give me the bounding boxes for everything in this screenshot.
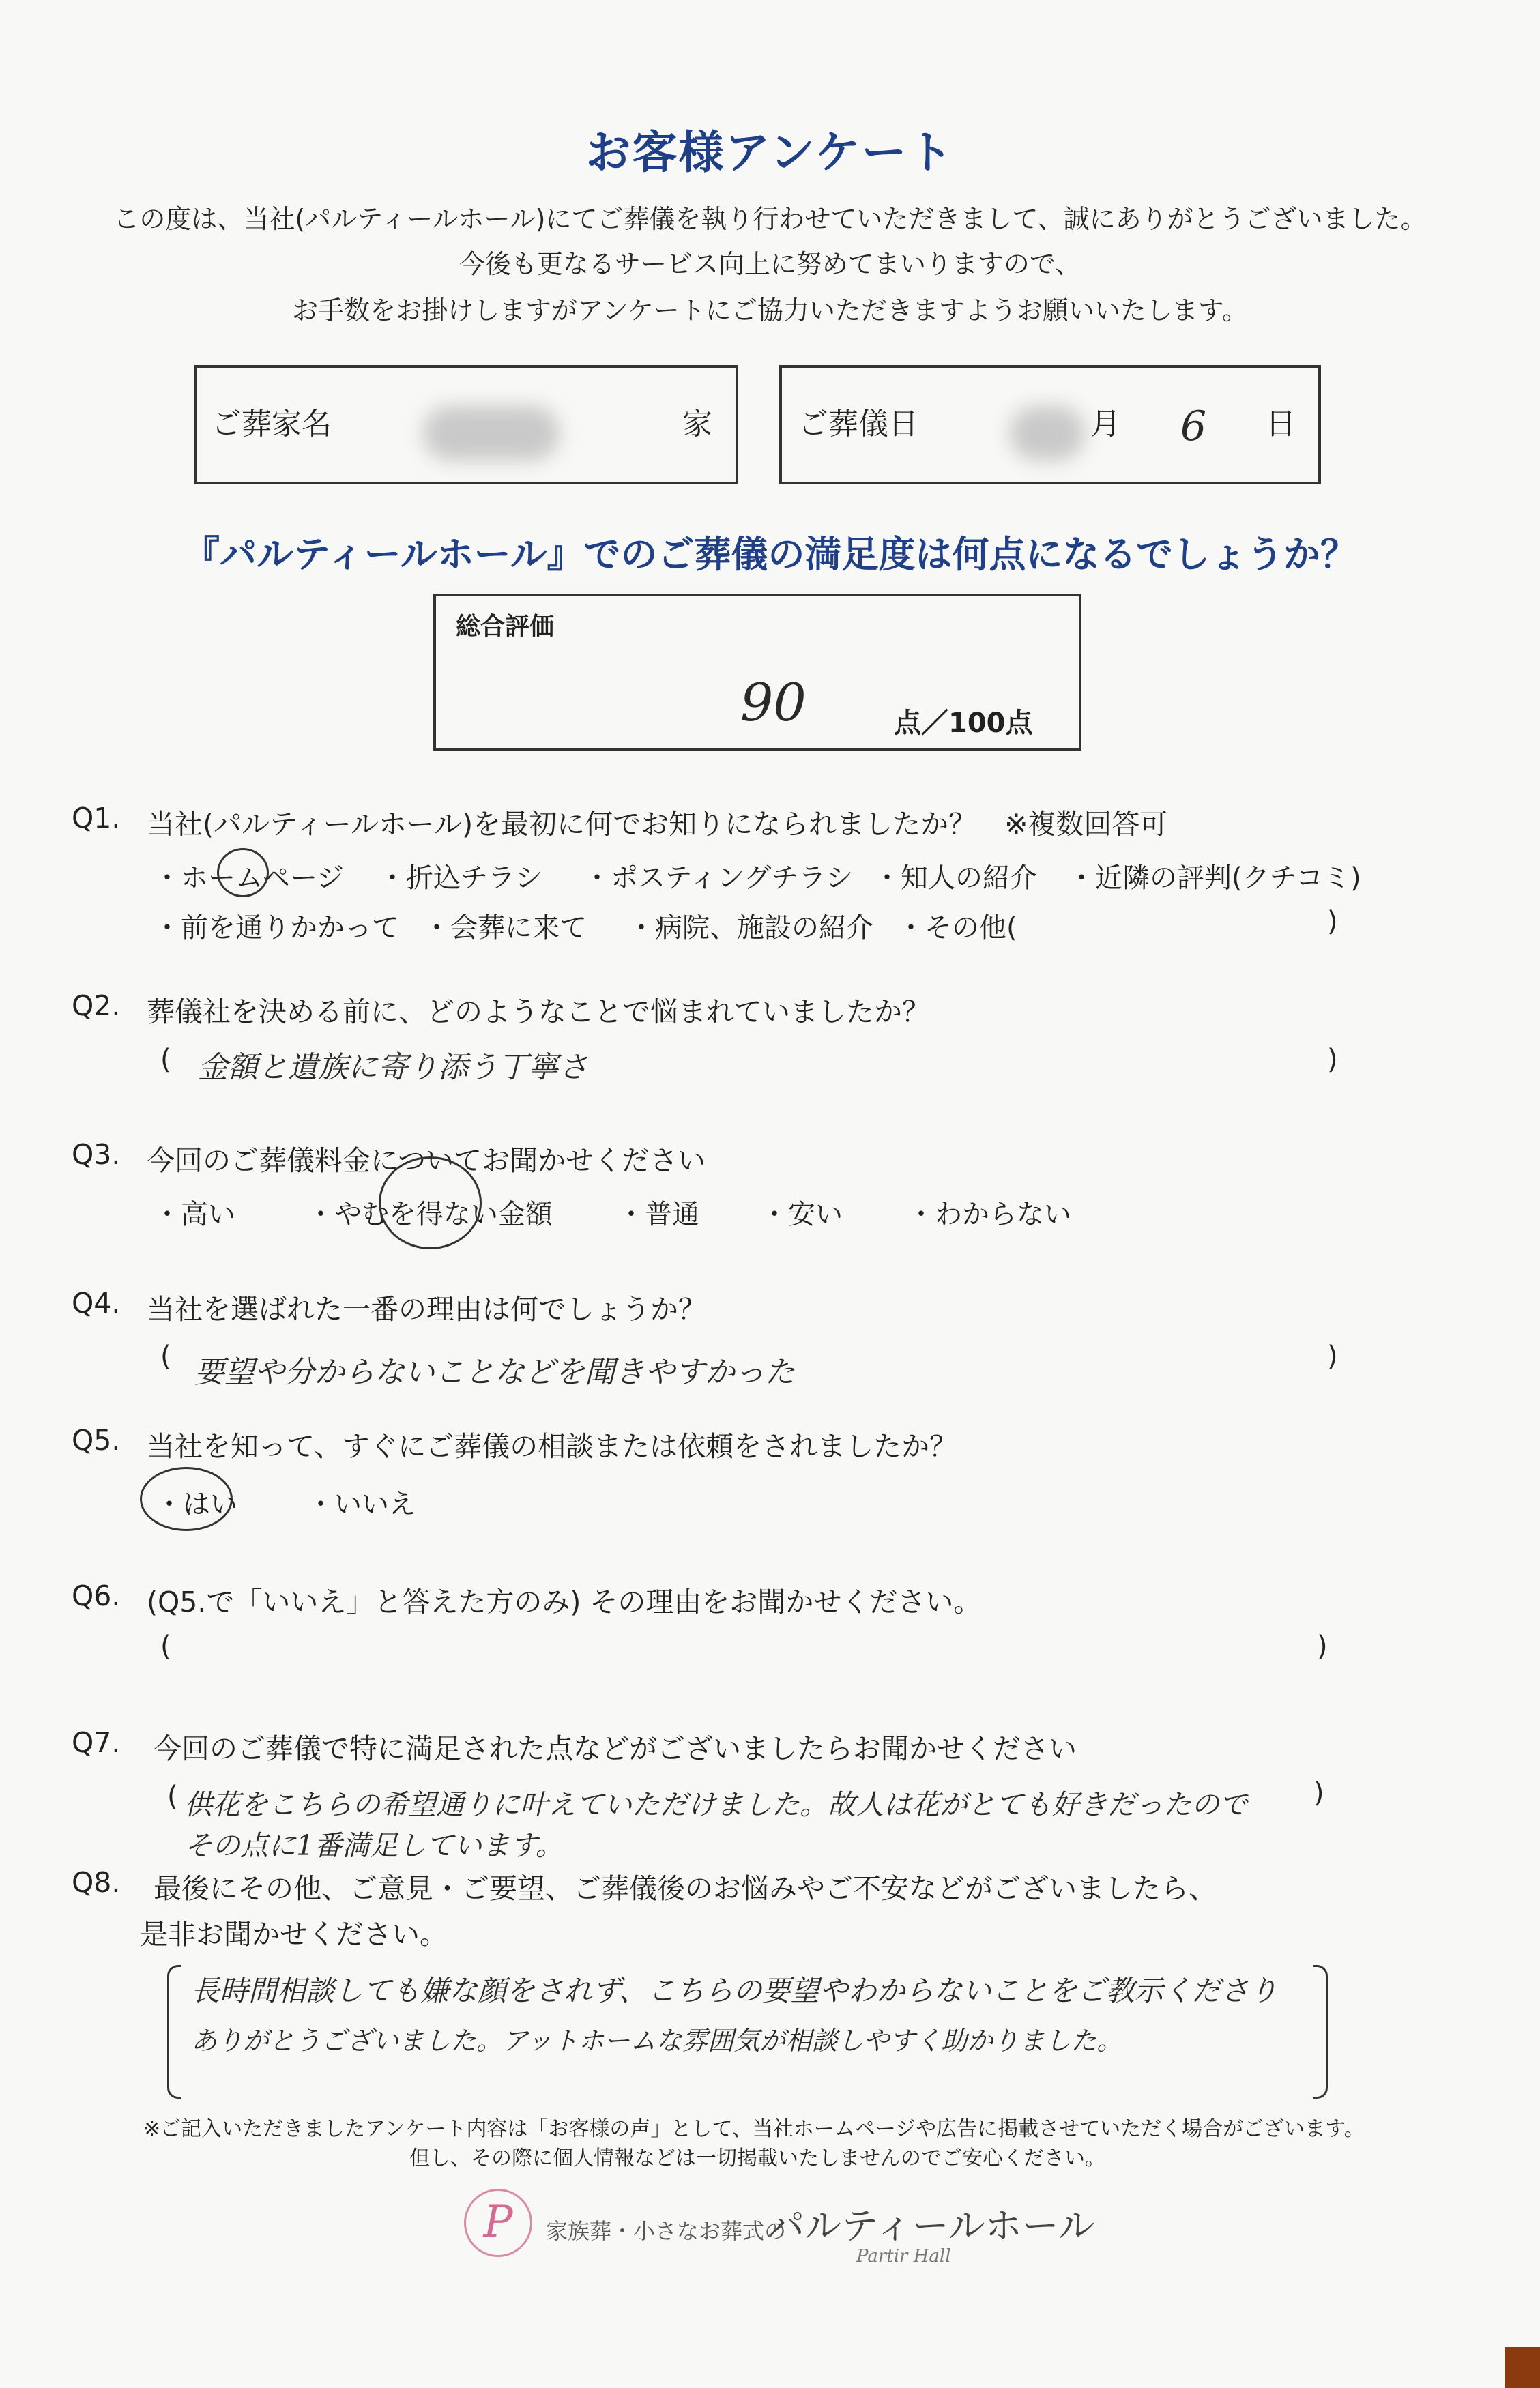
q8-open-bracket (167, 1965, 181, 2099)
score-suffix: 点／100点 (894, 708, 1033, 739)
q4-answer: 要望や分からないことなどを聞きやすかった (194, 1355, 795, 1390)
q8-number: Q8. (72, 1866, 121, 1899)
redacted-month (1010, 406, 1085, 461)
day-label: 日 (1266, 407, 1296, 441)
q8-text-line-1: 最後にその他、ご意見・ご要望、ご葬儀後のお悩みやご不安などがございましたら、 (154, 1872, 1217, 1905)
footer-note-2: 但し、その際に個人情報などは一切掲載いたしませんのでご安心ください。 (409, 2146, 1105, 2170)
family-name-label: ご葬家名 (212, 407, 332, 441)
q2-open-paren: ( (160, 1044, 171, 1075)
q5-text: 当社を知って、すぐにご葬儀の相談または依頼をされましたか？ (147, 1430, 958, 1463)
q5-selected-mark (140, 1467, 233, 1531)
q7-answer-line-1: 供花をこちらの希望通りに叶えていただけました。故人は花がとても好きだったので (184, 1788, 1247, 1821)
background-edge (1505, 2347, 1540, 2388)
q1-close-paren: ) (1327, 906, 1338, 937)
q1-option-homepage[interactable]: ・ホームページ (154, 862, 345, 894)
brand-english: Partir Hall (856, 2246, 951, 2267)
month-label: 月 (1090, 407, 1120, 441)
q1-option-posting[interactable]: ・ポスティングチラシ (583, 862, 854, 894)
q3-option-unknown[interactable]: ・わからない (907, 1199, 1071, 1230)
q8-text-line-2: 是非お聞かせください。 (140, 1918, 448, 1951)
q3-option-unavoidable[interactable]: ・やむを得ない金額 (307, 1199, 553, 1230)
brand-name: パルティールホール (768, 2204, 1095, 2247)
brand-prefix: 家族葬・小さなお葬式の (546, 2218, 787, 2244)
q1-option-word-of-mouth[interactable]: ・近隣の評判(クチコミ) (1068, 862, 1361, 894)
q4-close-paren: ) (1327, 1341, 1338, 1372)
q7-text: 今回のご葬儀で特に満足された点などがございましたらお聞かせください (154, 1732, 1077, 1765)
q3-text: 今回のご葬儀料金についてお聞かせください (147, 1144, 706, 1177)
q1-option-hospital[interactable]: ・病院、施設の紹介 (628, 912, 873, 944)
q3-number: Q3. (72, 1138, 121, 1171)
q2-answer: 金額と遺族に寄り添う丁寧さ (198, 1050, 588, 1085)
q6-number: Q6. (72, 1579, 121, 1612)
q7-open-paren: ( (167, 1781, 178, 1812)
q4-open-paren: ( (160, 1341, 171, 1372)
q1-number: Q1. (72, 802, 121, 834)
q5-option-no[interactable]: ・いいえ (307, 1489, 416, 1520)
survey-title: お客様アンケート (585, 126, 955, 179)
q7-answer-line-2: その点に1番満足しています。 (184, 1829, 564, 1862)
score-box-label: 総合評価 (456, 613, 555, 641)
satisfaction-headline: 『パルティールホール』でのご葬儀の満足度は何点になるでしょうか？ (183, 533, 1357, 576)
intro-line-2: 今後も更なるサービス向上に努めてまいりますので、 (459, 249, 1081, 279)
q3-selected-mark (379, 1156, 482, 1249)
q8-close-bracket (1313, 1965, 1328, 2099)
q1-selected-mark (217, 848, 269, 897)
intro-line-3: お手数をお掛けしますがアンケートにご協力いただきますようお願いいたします。 (292, 295, 1248, 325)
q3-option-expensive[interactable]: ・高い (154, 1199, 235, 1230)
q8-answer-line-2: ありがとうございました。アットホームな雰囲気が相談しやすく助かりました。 (191, 2026, 1123, 2056)
footer-note-1: ※ご記入いただきましたアンケート内容は「お客様の声」として、当社ホームページや広告に掲載させていただく場合がございます。 (143, 2117, 1365, 2141)
score-value: 90 (740, 672, 807, 733)
brand-logo-icon: P (464, 2189, 532, 2257)
q7-number: Q7. (72, 1726, 121, 1759)
q7-close-paren: ) (1313, 1777, 1324, 1809)
intro-line-1: この度は、当社(パルティールホール)にてご葬儀を執り行わせていただきまして、誠にありがとうございました。 (113, 204, 1427, 234)
q3-option-cheap[interactable]: ・安い (761, 1199, 843, 1230)
family-suffix: 家 (682, 407, 712, 441)
q2-close-paren: ) (1327, 1044, 1338, 1075)
q4-text: 当社を選ばれた一番の理由は何でしょうか？ (147, 1293, 706, 1326)
q1-option-flyer[interactable]: ・折込チラシ (379, 862, 542, 894)
redacted-family-name (423, 406, 560, 461)
q4-number: Q4. (72, 1287, 121, 1320)
q5-option-yes[interactable]: ・はい (156, 1489, 237, 1520)
funeral-date-label: ご葬儀日 (798, 407, 918, 441)
q1-text: 当社(パルティールホール)を最初に何でお知りになられましたか？ ※複数回答可 (147, 808, 1168, 841)
q1-option-referral[interactable]: ・知人の紹介 (873, 862, 1037, 894)
q1-option-passing-by[interactable]: ・前を通りかかって (154, 912, 399, 944)
q8-answer-line-1: 長時間相談しても嫌な顔をされず、こちらの要望やわからないことをご教示くださり (191, 1974, 1278, 2007)
q3-option-normal[interactable]: ・普通 (618, 1199, 699, 1230)
q2-number: Q2. (72, 989, 121, 1022)
day-value: 6 (1180, 403, 1207, 450)
q6-close-paren: ) (1317, 1631, 1328, 1662)
q2-text: 葬儀社を決める前に、どのようなことで悩まれていましたか？ (147, 995, 930, 1028)
q6-open-paren: ( (160, 1631, 171, 1662)
q1-option-other[interactable]: ・その他( (897, 912, 1017, 944)
q5-number: Q5. (72, 1424, 121, 1457)
q6-text: (Q5.で「いいえ」と答えた方のみ) その理由をお聞かせください。 (147, 1586, 982, 1618)
q1-option-attended-funeral[interactable]: ・会葬に来て (423, 912, 587, 944)
